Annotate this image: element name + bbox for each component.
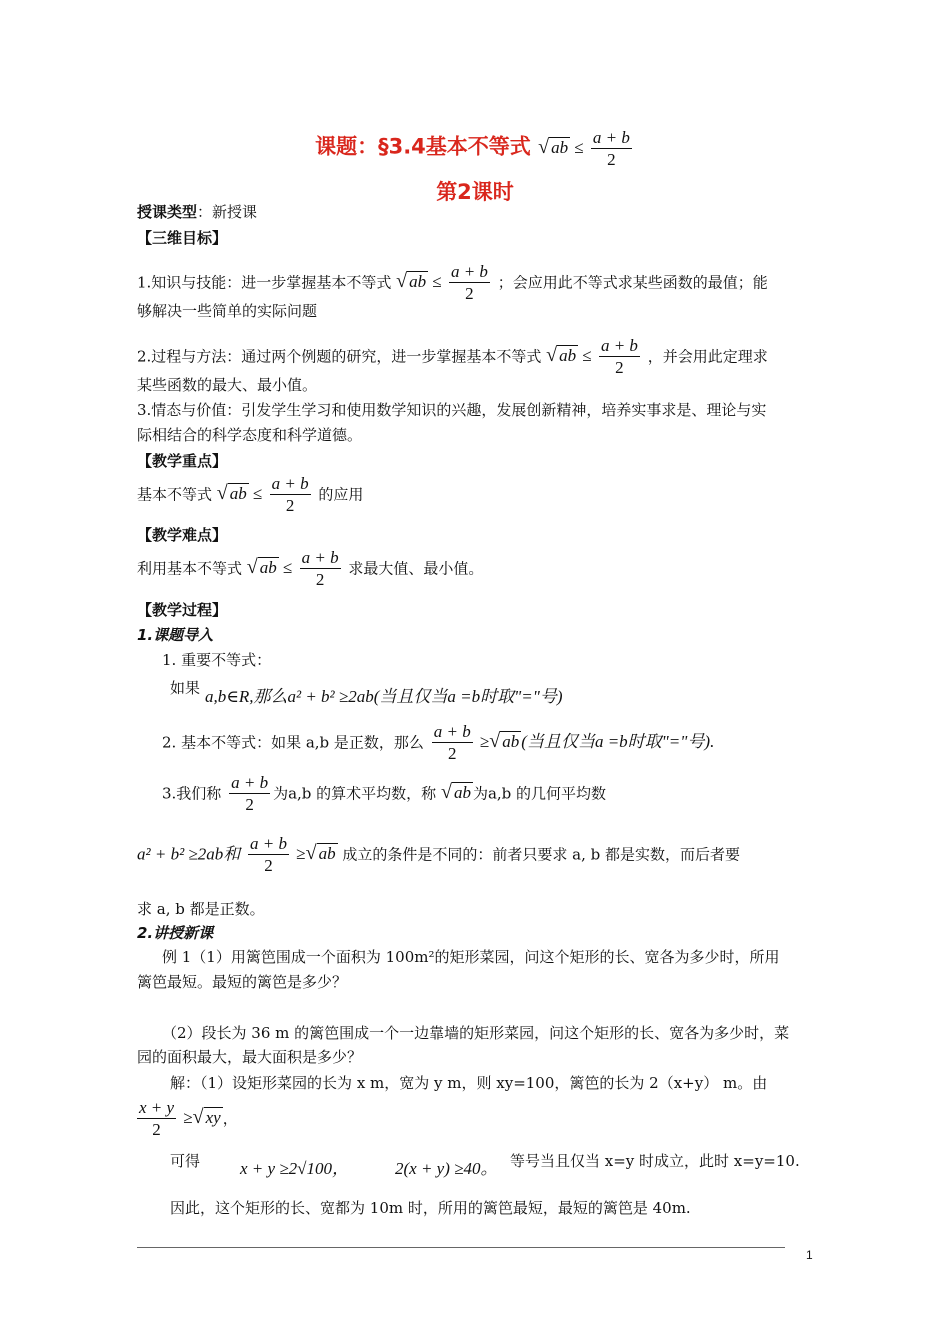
solution-line-2-formula-a: x + y ≥2√100， [240,1159,349,1178]
focus-text: 基本不等式 √ ab ≤ $\frac{a + b}{2}$ 的应用 [137,474,364,515]
goal-2-cont: 某些函数的最大、最小值。 [137,376,318,394]
process-heading-2: 2.讲授新课 [137,924,214,942]
section-process: 【教学过程】 [137,601,228,619]
example-1b: （2）段长为 36 m 的篱笆围成一个一边靠墙的矩形菜园，问这个矩形的长、宽各为多少时，菜 [162,1024,790,1042]
example-1b-cont: 园的面积最大，最大面积是多少？ [137,1048,363,1066]
goal-3: 3.情态与价值：引发学生学习和使用数学知识的兴趣，发展创新精神，培养实事求是、理论与实 [137,401,767,419]
section-difficulty: 【教学难点】 [137,526,228,544]
process-p2-label: 如果 [170,679,201,697]
example-1a: 例 1（1）用篱笆围成一个面积为 100m²的矩形菜园，问这个矩形的长、宽各为多少时，所用 [162,948,780,966]
example-1a-cont: 篱笆最短。最短的篱笆是多少？ [137,973,348,991]
solution-line-2-text: 等号当且仅当 x=y 时成立，此时 x=y=10. [510,1152,800,1170]
process-heading-1: 1.课题导入 [137,626,214,644]
process-p2-formula: a,b∈R,那么a² + b² ≥2ab(当且仅当a =b时取"="号) [205,687,563,706]
lesson-subtitle: 第2课时 [436,180,514,204]
process-p3: 2. 基本不等式：如果 a,b 是正数，那么 $\frac{a + b}{2}$ ≥√ ab (当且仅当a =b时取"="号). [162,722,715,763]
footer-rule [137,1247,785,1248]
goal-1: 1.知识与技能：进一步掌握基本不等式 √ ab ≤ $\frac{a + b}{2}$ ；会应用此不等式求某些函数的最值；能 [137,262,768,303]
page-number: 1 [806,1248,813,1262]
solution-line-1: 解：（1）设矩形菜园的长为 x m，宽为 y m，则 xy=100，篱笆的长为 2（x+y） m。由 [170,1074,768,1092]
title-formula: √ ab ≤ $\frac{a + b}{2}$ [538,128,630,169]
lesson-type: 授课类型：新授课 [137,203,258,221]
goal-2: 2.过程与方法：通过两个例题的研究，进一步掌握基本不等式 √ ab ≤ $\frac{a + b}{2}$ ，并会用此定理求 [137,336,768,377]
section-focus: 【教学重点】 [137,452,228,470]
goal-3-cont: 际相结合的科学态度和科学道德。 [137,426,363,444]
solution-line-2-formula-b: 2(x + y) ≥40。 [395,1159,498,1178]
section-goals: 【三维目标】 [137,229,228,247]
goal-1-cont: 够解决一些简单的实际问题 [137,302,318,320]
process-p5-cont: 求 a, b 都是正数。 [137,900,265,918]
process-p4: 3.我们称 $\frac{a + b}{2}$ 为a,b 的算术平均数，称 √ ab 为a,b 的几何平均数 [162,773,607,814]
process-p5: a² + b² ≥2ab和 $\frac{a + b}{2}$ ≥√ ab 成立的条件是不同的：前者只要求 a, b 都是实数，而后者要 [137,834,740,875]
solution-formula-1: $\frac{x + y}{2}$ ≥√ xy ， [139,1098,238,1139]
process-p1: 1. 重要不等式： [162,651,272,669]
difficulty-text: 利用基本不等式 √ ab ≤ $\frac{a + b}{2}$ 求最大值、最小值。 [137,548,484,589]
solution-conclusion: 因此，这个矩形的长、宽都为 10m 时，所用的篱笆最短，最短的篱笆是 40m. [170,1199,691,1217]
solution-line-2-label: 可得 [170,1152,201,1170]
lesson-title [0,128,950,171]
title-text: 课题：§3.4基本不等式 [315,134,531,159]
